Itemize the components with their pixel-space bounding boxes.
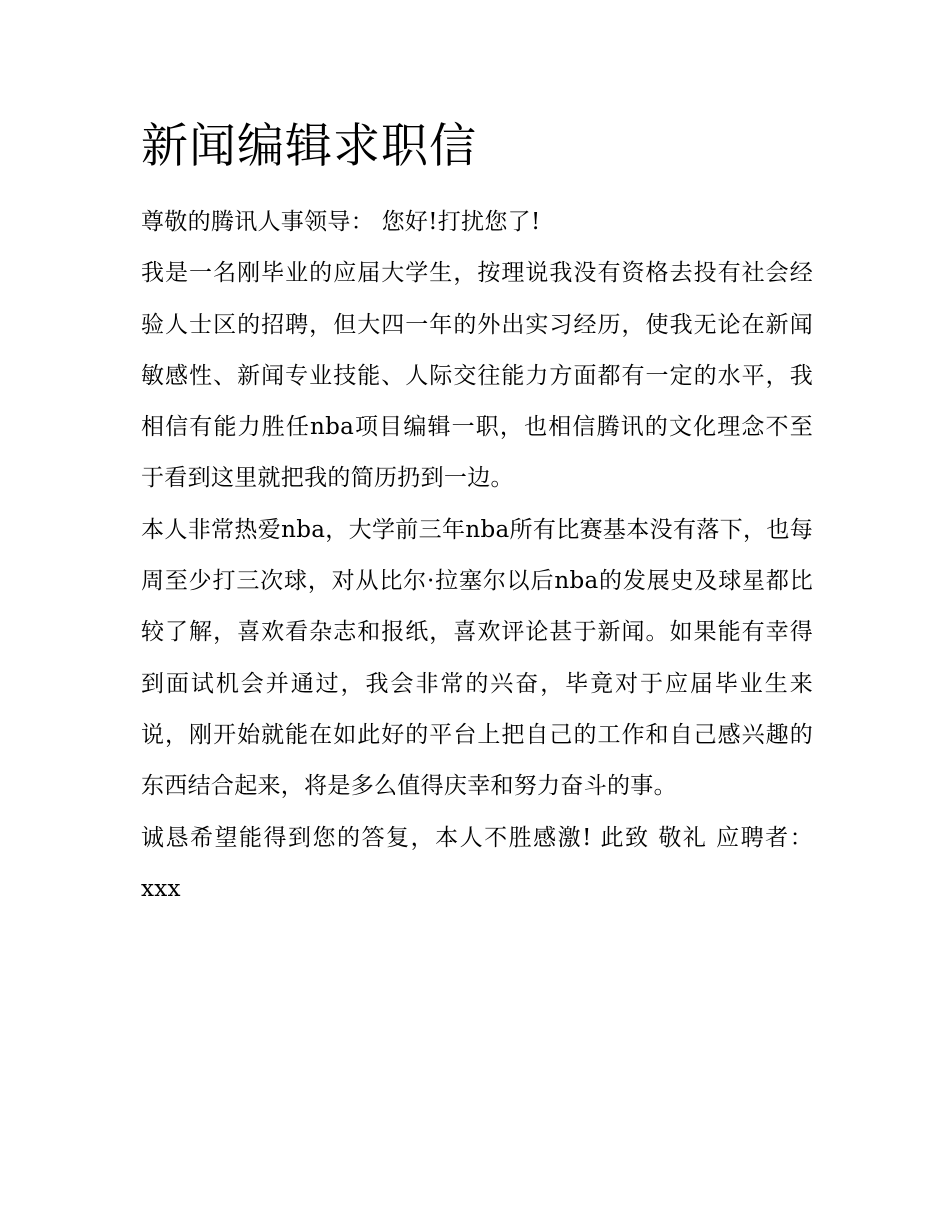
letter-body [141, 112, 813, 915]
introduction-paragraph: 我是一名刚毕业的应届大学生，按理说我没有资格去投有社会经验人士区的招聘，但大四一年的外出实习经历，使我无论在新闻敏感性、新闻专业技能、人际交往能力方面都有一定的水平，我相信有能力胜任nba项目编辑一职，也相信腾讯的文化理念不至于看到这里就把我的简历扔到一边。 [141, 260, 813, 492]
closing-paragraph: 诚恳希望能得到您的答复，本人不胜感激! 此致 敬礼 应聘者：xxx [141, 824, 813, 902]
greeting-paragraph: 尊敬的腾讯人事领导： 您好!打扰您了! [141, 209, 541, 235]
document-title: 新闻编辑求职信 [141, 119, 477, 174]
interests-paragraph: 本人非常热爱nba，大学前三年nba所有比赛基本没有落下，也每周至少打三次球，对从比尔·拉塞尔以后nba的发展史及球星都比较了解，喜欢看杂志和报纸，喜欢评论甚于新闻。如果能有幸得到面试机会并通过，我会非常的兴奋，毕竟对于应届毕业生来说，刚开始就能在如此好的平台上把自己的工作和自己感兴趣的东西结合起来，将是多么值得庆幸和努力奋斗的事。 [141, 516, 813, 800]
